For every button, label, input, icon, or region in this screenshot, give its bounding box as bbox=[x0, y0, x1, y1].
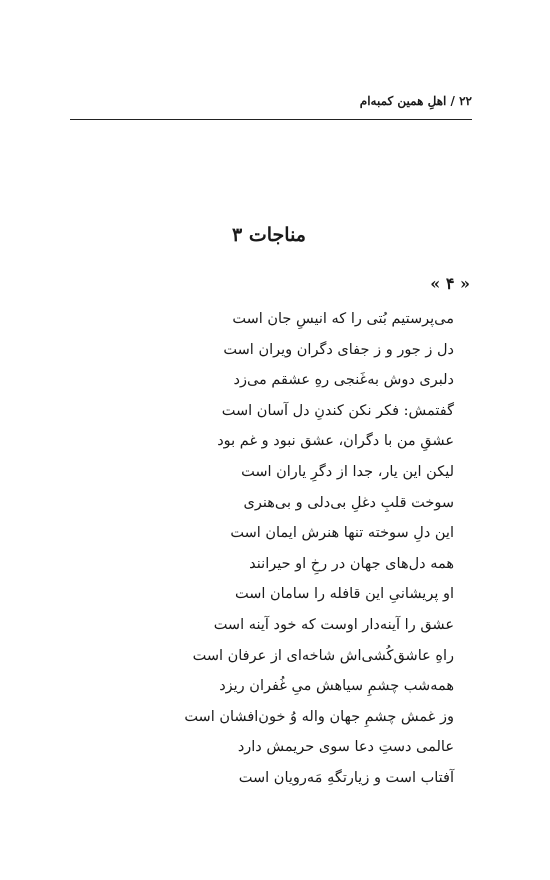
verse-line: عشق را آینه‌دار اوست که خود آینه است bbox=[213, 616, 454, 633]
verse-list bbox=[184, 304, 454, 794]
verse-line: دلبری دوش به‌غَنجی رهِ عشقم می‌زد bbox=[233, 372, 454, 389]
verse-line: می‌پرستیم بُتی را که انیسِ جان است bbox=[232, 311, 454, 327]
verse-line: همه دل‌های جهان در رخِ او حیرانند bbox=[249, 555, 454, 572]
verse-line: وز غمش چشمِ جهان واله وُ خون‌افشان است bbox=[184, 708, 454, 725]
verse-line: راهِ عاشق‌کُشی‌اش شاخه‌ای از عرفان است bbox=[192, 647, 454, 664]
running-header: ۲۲ / اهلِ همین کمبه‌ام bbox=[359, 94, 472, 108]
verse-line: همه‌شب چشمِ سیاهش میِ غُفران ریزد bbox=[219, 678, 454, 695]
verse-line: دل ز جور و ز جفای دگران ویران است bbox=[223, 341, 454, 358]
verse-line: گفتمش: فکر نکن کندنِ دل آسان است bbox=[221, 402, 454, 419]
verse-line: سوخت قلبِ دغلِ بی‌دلی و بی‌هنری bbox=[243, 494, 454, 511]
verse-line: این دلِ سوخته تنها هنرش ایمان است bbox=[230, 525, 454, 542]
header-divider bbox=[70, 119, 472, 120]
verse-line: عشقِ من با دگران، عشق نبود و غم بود bbox=[217, 433, 454, 450]
verse-line: عالمی دستِ دعا سوی حریمش دارد bbox=[237, 739, 454, 756]
verse-line: لیکن این یار، جدا از دگرِ یاران است bbox=[241, 463, 454, 480]
verse-line: آفتاب است و زیارتگهِ مَه‌رویان است bbox=[238, 769, 454, 786]
section-number: « ۴ » bbox=[430, 274, 470, 293]
verse-line: او پریشانیِ این قافله را سامان است bbox=[234, 586, 454, 603]
poem-title: مناجات ۳ bbox=[232, 224, 306, 246]
